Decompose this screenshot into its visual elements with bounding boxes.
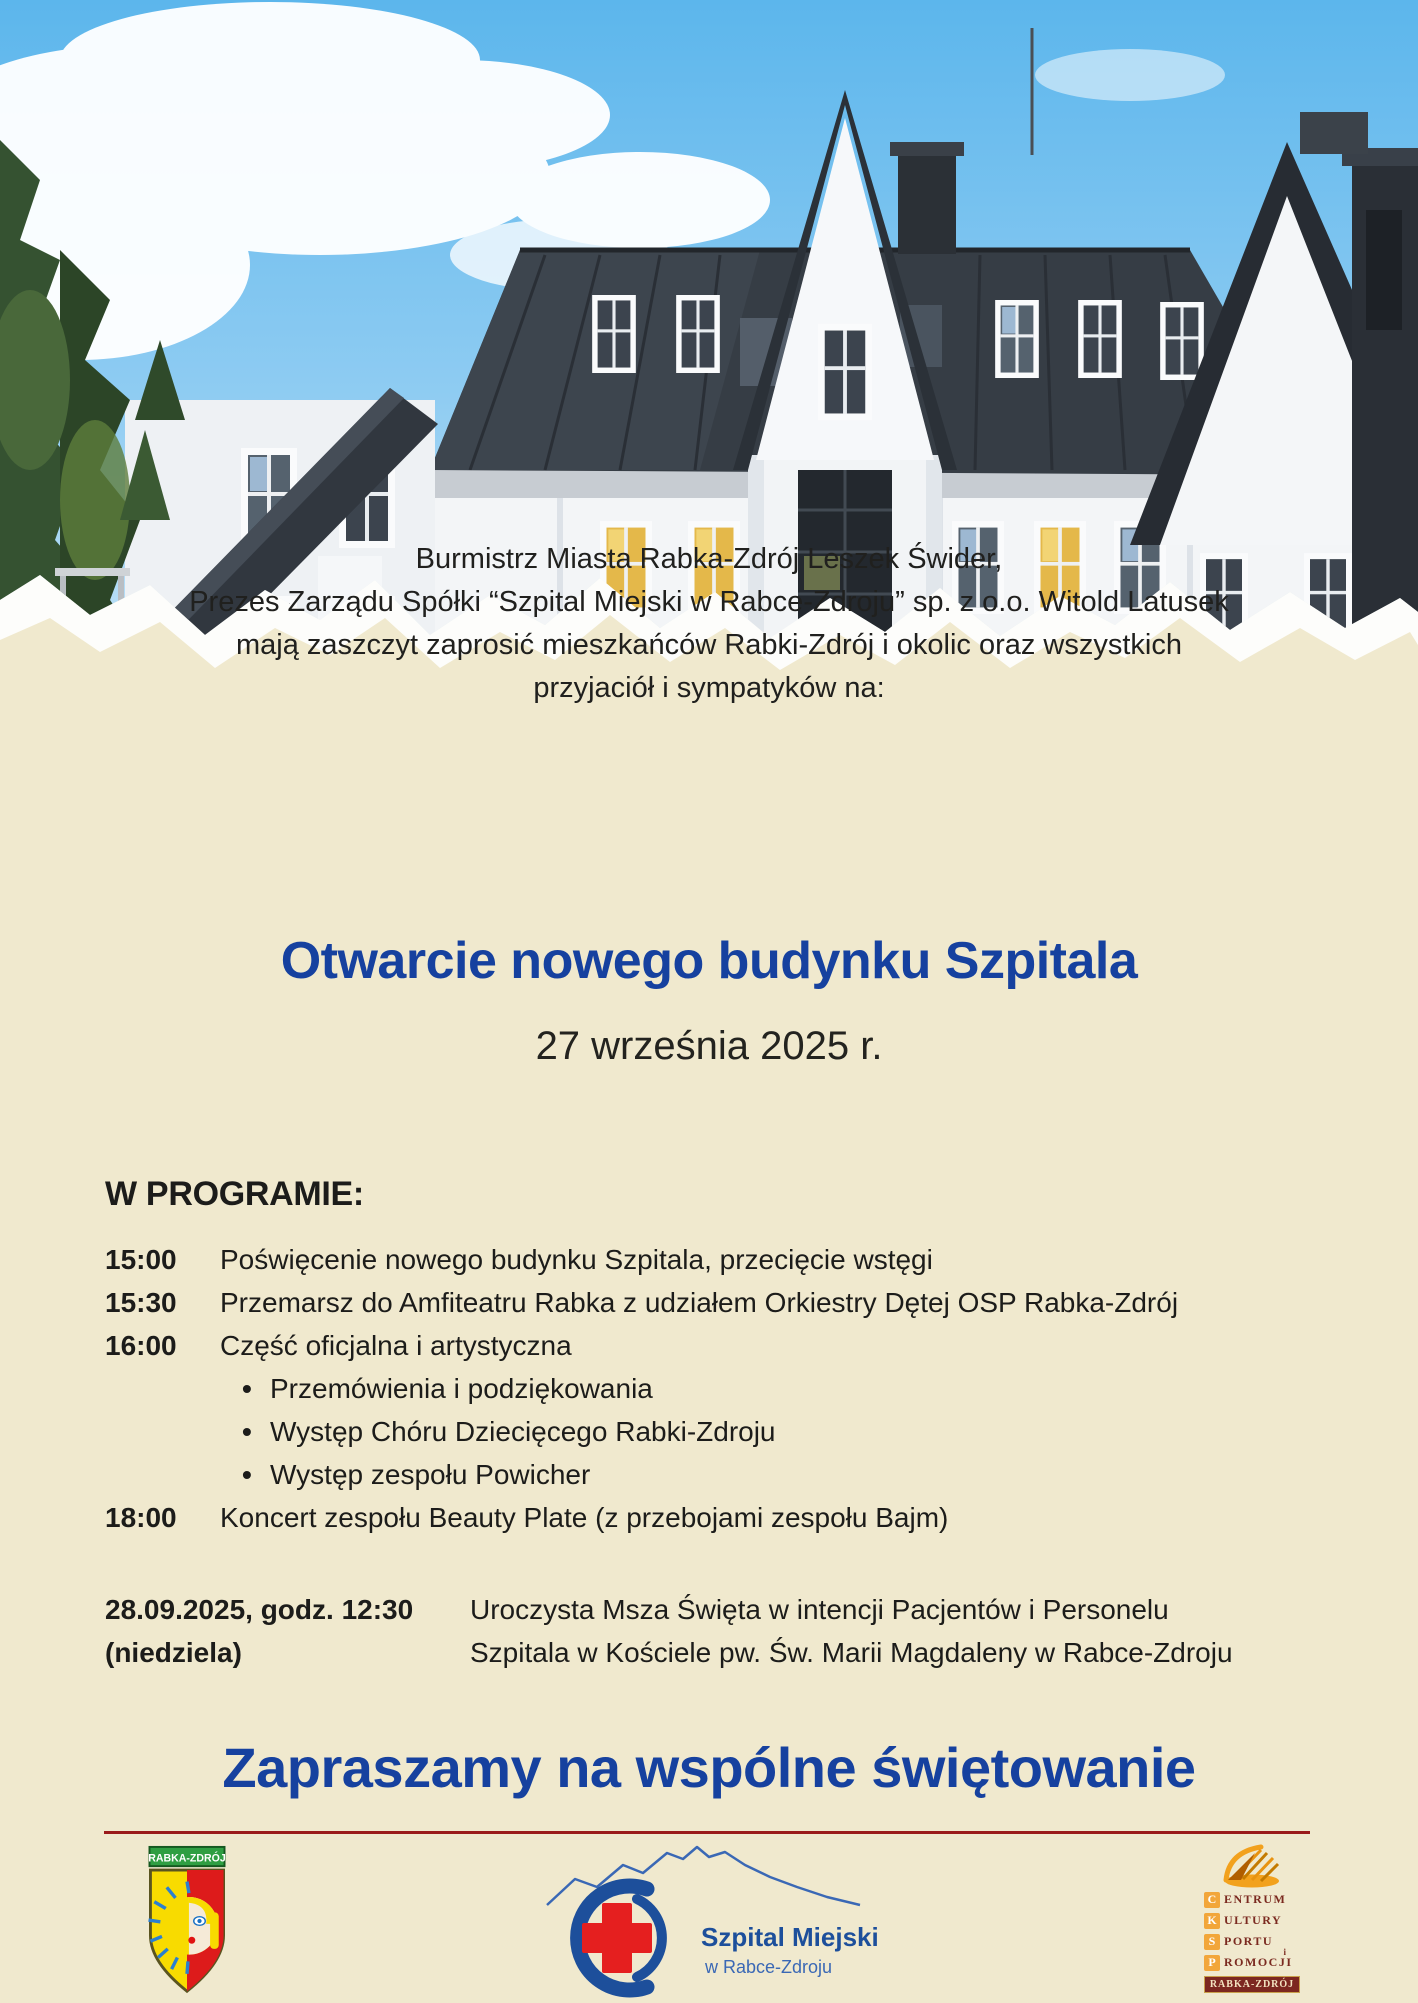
bullet-dot: • — [242, 1373, 252, 1404]
cksp-word: ULTURY — [1224, 1913, 1283, 1927]
red-cross-icon — [582, 1903, 652, 1973]
intro-line: przyjaciół i sympatyków na: — [533, 672, 885, 704]
program-desc: Poświęcenie nowego budynku Szpitala, przecięcie wstęgi — [220, 1244, 933, 1275]
rabka-zdroj-crest-logo — [138, 1845, 236, 1997]
program-desc: Koncert zespołu Beauty Plate (z przebojami zespołu Bajm) — [220, 1502, 949, 1533]
program-row — [105, 1281, 1335, 1324]
cksp-word: ENTRUM — [1224, 1892, 1287, 1906]
amphitheater-icon — [1219, 1840, 1285, 1888]
program-time: 15:00 — [105, 1244, 177, 1275]
program-desc: Część oficjalna i artystyczna — [220, 1330, 572, 1361]
program-section — [105, 1172, 1335, 1539]
cksp-row — [1204, 1890, 1300, 1909]
cksp-letter: P — [1204, 1955, 1220, 1971]
closing-heading: Zapraszamy na wspólne świętowanie — [222, 1736, 1196, 1799]
cksp-rows — [1204, 1890, 1300, 1972]
cksp-logo — [1204, 1840, 1300, 1998]
program-desc: Występ zespołu Powicher — [270, 1459, 591, 1490]
cksp-conjunction: i — [1283, 1947, 1286, 1957]
intro-line: Burmistrz Miasta Rabka-Zdrój Leszek Świder, — [415, 543, 1003, 575]
mass-day-line: (niedziela) — [105, 1637, 242, 1668]
program-time: 15:30 — [105, 1287, 177, 1318]
cksp-word: ROMOCJI — [1224, 1955, 1293, 1969]
bullet-dot: • — [242, 1416, 252, 1447]
hospital-logo-subtitle: w Rabce-Zdroju — [705, 1957, 833, 1977]
program-row — [105, 1410, 1335, 1453]
cksp-row — [1204, 1911, 1300, 1930]
mass-section — [105, 1588, 1355, 1674]
cksp-word: PORTU — [1224, 1934, 1274, 1948]
cksp-letter: C — [1204, 1892, 1220, 1908]
cksp-banner: RABKA-ZDRÓJ — [1204, 1976, 1300, 1993]
program-heading: W PROGRAMIE: — [105, 1175, 364, 1213]
event-date: 27 września 2025 r. — [535, 1024, 883, 1068]
divider-rule — [104, 1831, 1310, 1834]
cksp-row — [1204, 1932, 1300, 1957]
mass-desc — [470, 1588, 1355, 1674]
program-row — [105, 1324, 1335, 1367]
program-desc: Występ Chóru Dziecięcego Rabki-Zdroju — [270, 1416, 776, 1447]
program-desc: Przemówienia i podziękowania — [270, 1373, 653, 1404]
intro-text — [0, 538, 1418, 710]
crest-banner-text: RABKA-ZDRÓJ — [148, 1852, 226, 1865]
program-row — [105, 1496, 1335, 1539]
program-desc: Przemarsz do Amfiteatru Rabka z udziałem Orkiestry Dętej OSP Rabka-Zdrój — [220, 1287, 1179, 1318]
intro-line: mają zaszczyt zaprosić mieszkańców Rabki-Zdrój i okolic oraz wszystkich — [236, 629, 1182, 661]
cksp-row — [1204, 1953, 1300, 1972]
hospital-logo-name: Szpital Miejski — [701, 1922, 879, 1952]
event-title: Otwarcie nowego budynku Szpitala — [280, 932, 1138, 990]
program-row — [105, 1238, 1335, 1281]
hospital-logo — [545, 1843, 885, 1998]
bullet-dot: • — [242, 1459, 252, 1490]
cksp-letter: S — [1204, 1934, 1220, 1950]
cksp-letter: K — [1204, 1913, 1220, 1929]
mass-desc-line: Szpitala w Kościele pw. Św. Marii Magdaleny w Rabce-Zdroju — [470, 1637, 1233, 1668]
program-row — [105, 1367, 1335, 1410]
mass-desc-line: Uroczysta Msza Święta w intencji Pacjentów i Personelu — [470, 1594, 1169, 1625]
intro-line: Prezes Zarządu Spółki “Szpital Miejski w Rabce-Zdroju” sp. z o.o. Witold Latusek — [189, 586, 1229, 618]
program-row — [105, 1453, 1335, 1496]
mass-date-line: 28.09.2025, godz. 12:30 — [105, 1594, 414, 1625]
program-time: 18:00 — [105, 1502, 177, 1533]
mass-date — [105, 1588, 470, 1674]
program-time: 16:00 — [105, 1330, 177, 1361]
